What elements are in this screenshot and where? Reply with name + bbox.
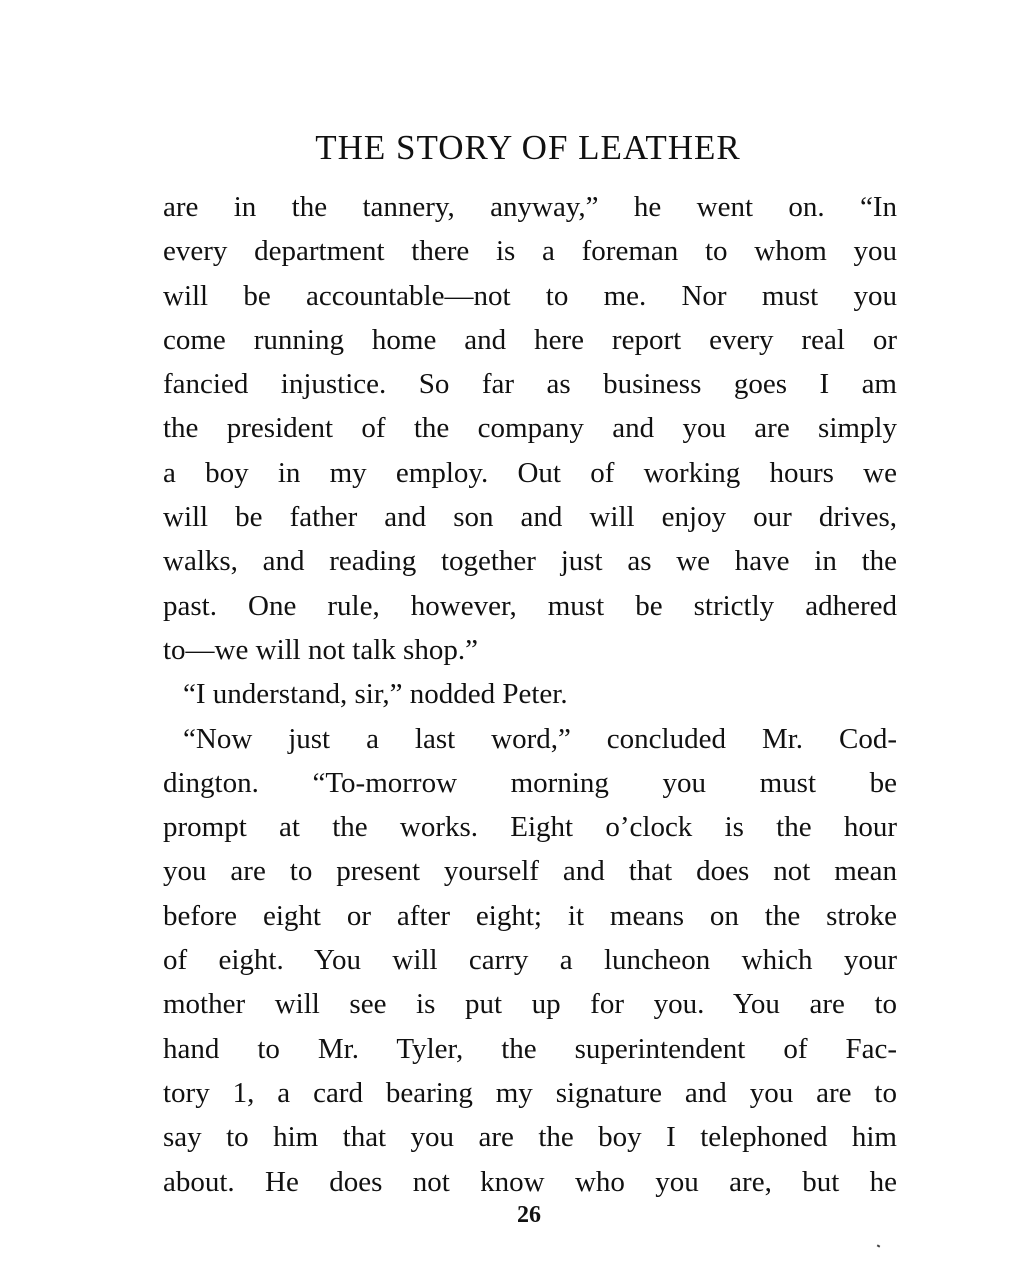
text-line: about. He does not know who you are, but he: [163, 1165, 897, 1198]
text-line: dington. “To-morrow morning you must be: [163, 766, 897, 799]
text-line: to—we will not talk shop.”: [163, 633, 478, 666]
text-line: are in the tannery, anyway,” he went on. “In: [163, 191, 897, 223]
text-line: will be father and son and will enjoy our drives,: [163, 501, 897, 534]
text-line: of eight. You will carry a luncheon which your: [163, 944, 897, 977]
text-line: walks, and reading together just as we have in the: [163, 545, 897, 578]
text-line: “Now just a last word,” concluded Mr. Cod-: [183, 722, 897, 755]
text-line: will be accountable—not to me. Nor must you: [163, 279, 897, 312]
text-line: mother will see is put up for you. You are to: [163, 988, 897, 1021]
text-line: the president of the company and you are simply: [163, 412, 897, 445]
text-line: every department there is a foreman to whom you: [163, 235, 897, 268]
scan-speck: [877, 1244, 881, 1247]
text-line: you are to present yourself and that does not mean: [163, 855, 897, 888]
text-line: tory 1, a card bearing my signature and you are to: [163, 1076, 897, 1109]
running-head: THE STORY OF LEATHER: [315, 128, 741, 167]
text-line: “I understand, sir,” nodded Peter.: [183, 678, 568, 711]
text-line: a boy in my employ. Out of working hours we: [163, 456, 897, 489]
text-line: past. One rule, however, must be strictly adhered: [163, 589, 897, 622]
text-line: fancied injustice. So far as business goes I am: [163, 368, 897, 401]
text-line: hand to Mr. Tyler, the superintendent of Fac-: [163, 1032, 897, 1065]
text-line: come running home and here report every real or: [163, 323, 897, 356]
page-number: 26: [517, 1202, 541, 1228]
text-line: prompt at the works. Eight o’clock is the hour: [163, 811, 897, 844]
text-line: before eight or after eight; it means on the stroke: [163, 899, 897, 932]
text-line: say to him that you are the boy I telephoned him: [163, 1121, 897, 1154]
body-text: [163, 185, 897, 1204]
